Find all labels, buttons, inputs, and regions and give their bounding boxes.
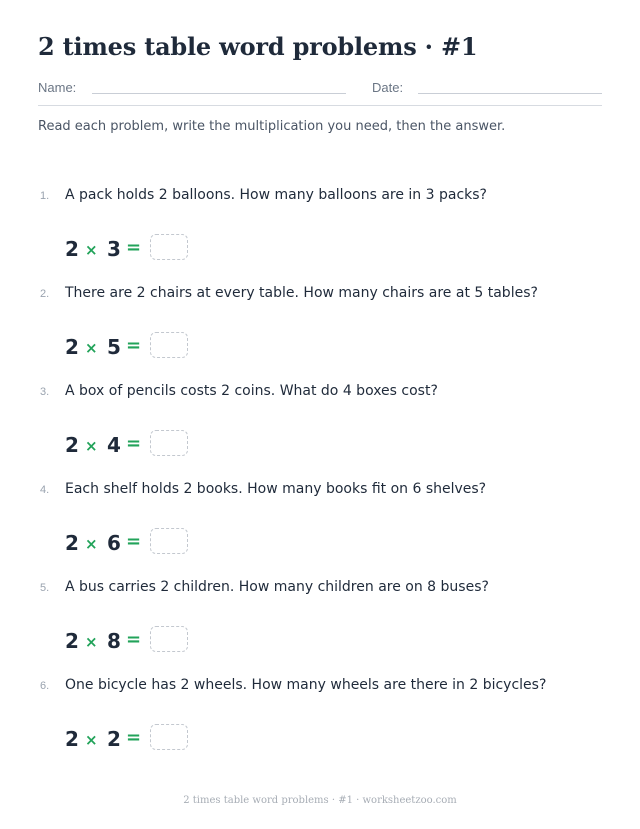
problem-item: [0, 383, 640, 481]
date-label: Date:: [372, 80, 404, 95]
problem-text: Each shelf holds 2 books. How many books fit on 6 shelves?: [65, 481, 487, 497]
problem-number: 3.: [40, 386, 50, 398]
problem-number: 1.: [40, 190, 50, 202]
equals-symbol: =: [126, 727, 142, 748]
name-date-row: [38, 80, 602, 100]
answer-box[interactable]: [150, 430, 188, 456]
times-symbol: ×: [85, 535, 98, 553]
page-footer: 2 times table word problems · #1 · worksheetzoo.com: [183, 795, 457, 806]
page-title: 2 times table word problems · #1: [38, 32, 478, 61]
problem-number: 6.: [40, 680, 50, 692]
problem-number: 2.: [40, 288, 50, 300]
problem-text: A pack holds 2 balloons. How many balloons are in 3 packs?: [65, 187, 487, 203]
times-symbol: ×: [85, 731, 98, 749]
equals-symbol: =: [126, 237, 142, 258]
equals-symbol: =: [126, 335, 142, 356]
problem-number: 5.: [40, 582, 50, 594]
equals-symbol: =: [126, 531, 142, 552]
problem-item: [0, 579, 640, 677]
instructions: Read each problem, write the multiplication you need, then the answer.: [38, 119, 506, 134]
factor-b: 3: [107, 237, 121, 261]
factor-a: 2: [65, 629, 79, 653]
name-field-line[interactable]: [92, 93, 346, 94]
times-symbol: ×: [85, 339, 98, 357]
answer-box[interactable]: [150, 626, 188, 652]
factor-a: 2: [65, 237, 79, 261]
answer-box[interactable]: [150, 528, 188, 554]
factor-b: 8: [107, 629, 121, 653]
factor-b: 2: [107, 727, 121, 751]
problem-text: A bus carries 2 children. How many children are on 8 buses?: [65, 579, 489, 595]
factor-a: 2: [65, 531, 79, 555]
header-divider: [38, 105, 602, 106]
problem-text: There are 2 chairs at every table. How many chairs are at 5 tables?: [65, 285, 538, 301]
date-field-line[interactable]: [418, 93, 602, 94]
name-label: Name:: [38, 80, 77, 95]
factor-a: 2: [65, 727, 79, 751]
answer-box[interactable]: [150, 724, 188, 750]
answer-box[interactable]: [150, 332, 188, 358]
problem-text: A box of pencils costs 2 coins. What do 4 boxes cost?: [65, 383, 438, 399]
problem-item: [0, 285, 640, 383]
equals-symbol: =: [126, 433, 142, 454]
times-symbol: ×: [85, 241, 98, 259]
times-symbol: ×: [85, 633, 98, 651]
problem-item: [0, 481, 640, 579]
factor-b: 5: [107, 335, 121, 359]
problem-text: One bicycle has 2 wheels. How many wheels are there in 2 bicycles?: [65, 677, 547, 693]
problem-number: 4.: [40, 484, 50, 496]
factor-a: 2: [65, 433, 79, 457]
times-symbol: ×: [85, 437, 98, 455]
answer-box[interactable]: [150, 234, 188, 260]
factor-b: 6: [107, 531, 121, 555]
factor-a: 2: [65, 335, 79, 359]
equals-symbol: =: [126, 629, 142, 650]
factor-b: 4: [107, 433, 121, 457]
problem-item: [0, 187, 640, 285]
problem-item: [0, 677, 640, 775]
